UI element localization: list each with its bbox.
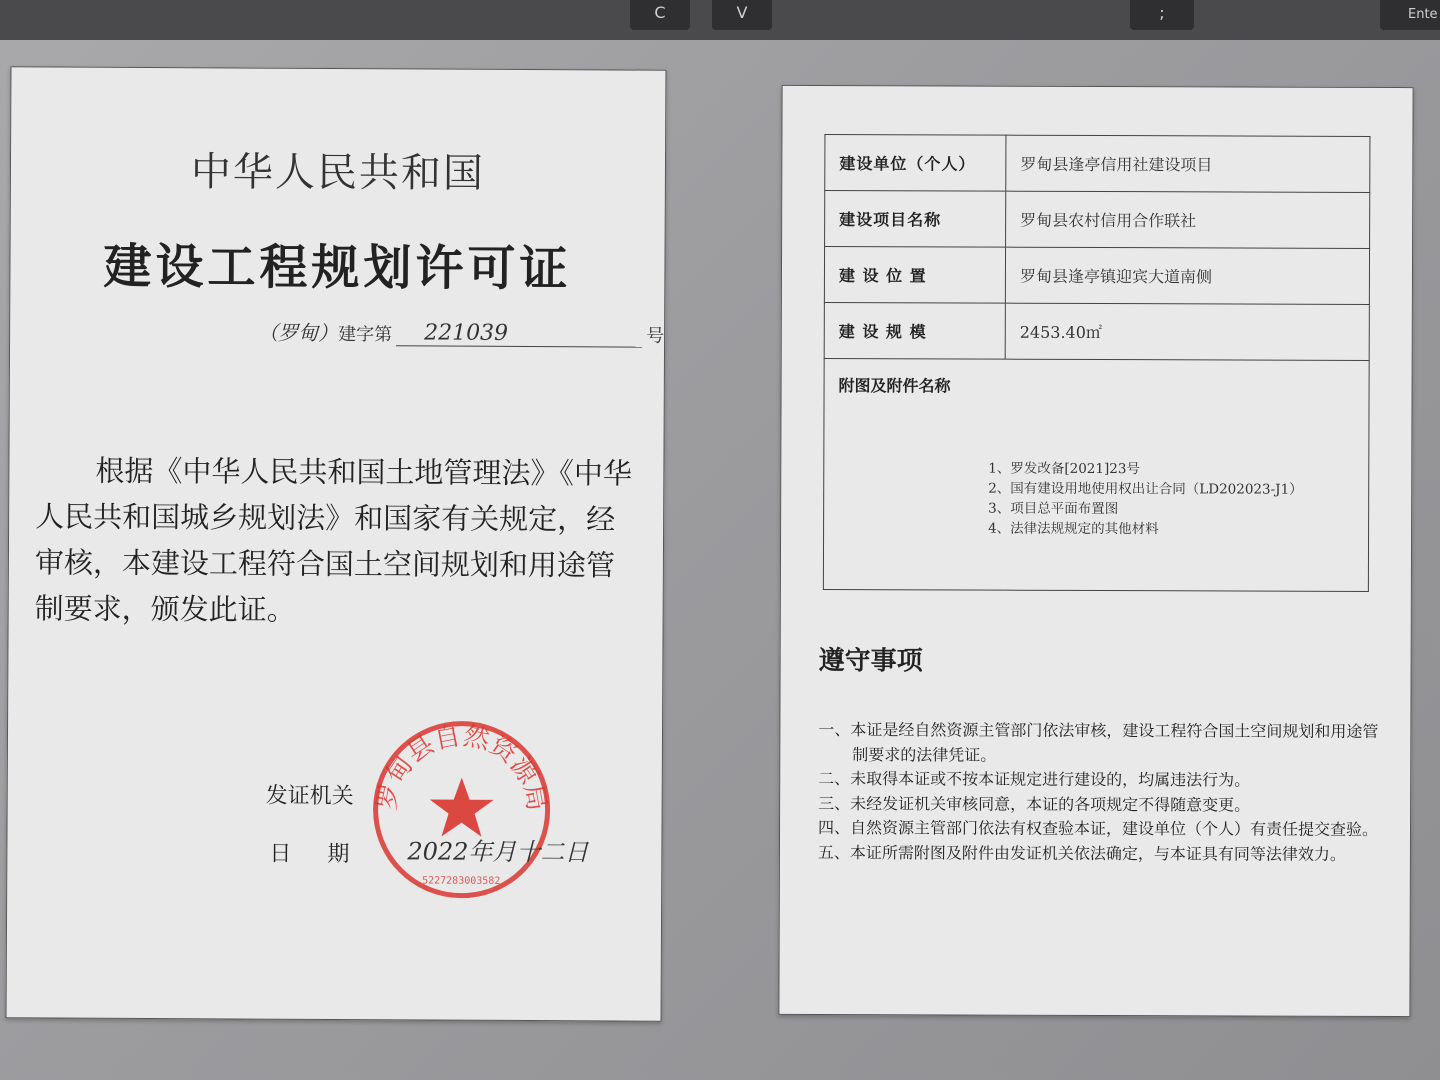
key-semicolon-label: ;: [1159, 3, 1165, 22]
list-item: 一、本证是经自然资源主管部门依法审核，建设工程符合国土空间规划和用途管制要求的法律凭证。: [818, 720, 1379, 765]
official-seal-icon: [369, 717, 554, 902]
country-name: 中华人民共和国: [190, 149, 486, 197]
seal-number: 5227283003582: [422, 875, 501, 887]
rules-title: 遵守事项: [818, 646, 923, 677]
row-label: 建设单位（个人）: [825, 135, 1006, 192]
table-row: [824, 303, 1369, 361]
certificate-number: [258, 317, 664, 348]
table-row: [825, 135, 1370, 193]
list-item: 1、罗发改备[2021]23号: [988, 460, 1140, 478]
cert-prefix: （罗甸）: [258, 320, 339, 346]
list-item: 五、本证所需附图及附件由发证机关依法确定，与本证具有同等法律效力。: [817, 842, 1346, 864]
key-c-label: C: [654, 3, 666, 22]
list-item: 二、未取得本证或不按本证规定进行建设的，均属违法行为。: [818, 769, 1251, 790]
row-value: 罗甸县逢亭镇迎宾大道南侧: [1005, 247, 1369, 304]
date-value: 2022年月十二日: [407, 837, 589, 867]
cert-mid: 建字第: [338, 324, 393, 346]
permit-title: 建设工程规划许可证: [103, 238, 572, 298]
list-item: 3、项目总平面布置图: [988, 500, 1119, 518]
list-item: 三、未经发证机关审核同意，本证的各项规定不得随意变更。: [818, 793, 1251, 815]
permit-detail-page: [778, 85, 1413, 1017]
seal-star-icon: [429, 777, 493, 836]
row-value: 罗甸县农村信用合作联社: [1006, 191, 1370, 248]
attachments-list: [988, 459, 1354, 540]
key-enter: [1380, 0, 1440, 30]
key-v-label: V: [736, 3, 748, 22]
permit-cover-page: [6, 66, 667, 1021]
list-item: 4、法律法规规定的其他材料: [988, 520, 1159, 538]
attachments-label: 附图及附件名称: [838, 376, 951, 396]
table-row: [825, 191, 1370, 249]
keyboard-edge: [0, 0, 1440, 40]
list-item: 2、国有建设用地使用权出让合同（LD202023-J1）: [988, 480, 1303, 498]
project-info-table: [823, 134, 1371, 592]
seal-text: 罗甸县自然资源局: [371, 721, 552, 814]
list-item: 四、自然资源主管部门依法有权查验本证，建设单位（个人）有责任提交查验。: [817, 818, 1379, 839]
row-label: 建 设 位 置: [824, 247, 1005, 304]
date-label: 日期: [269, 841, 386, 868]
table-row: [823, 359, 1369, 592]
cert-suffix: 号: [646, 325, 665, 347]
key-v: [712, 0, 772, 30]
attachments-cell: [823, 359, 1369, 592]
issuer-label: 发证机关: [265, 783, 354, 810]
key-semicolon: [1130, 0, 1194, 30]
rules-list: [818, 718, 1379, 867]
key-enter-label: Ente: [1408, 7, 1438, 22]
row-label: 建设项目名称: [825, 191, 1006, 248]
cert-number-value: 221039: [396, 320, 642, 347]
row-value: 2453.40㎡: [1005, 303, 1369, 360]
row-value: 罗甸县逢亭信用社建设项目: [1006, 135, 1370, 192]
legal-basis-paragraph: 根据《中华人民共和国土地管理法》《中华人民共和国城乡规划法》和国家有关规定，经审核，本建设工程符合国土空间规划和用途管制要求，颁发此证。: [34, 453, 632, 627]
table-row: [824, 247, 1369, 305]
key-c: [630, 0, 690, 30]
row-label: 建 设 规 模: [824, 303, 1005, 360]
